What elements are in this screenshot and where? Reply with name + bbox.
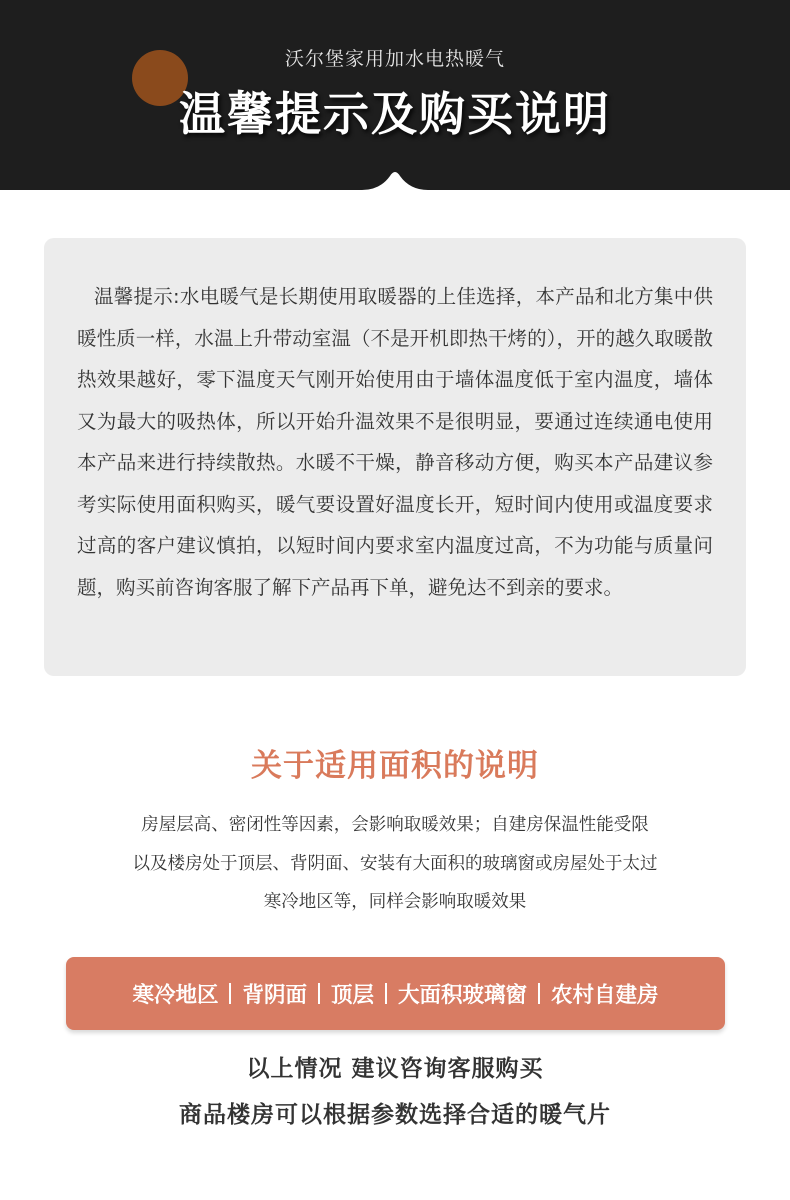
area-description-line: 房屋层高、密闭性等因素，会影响取暖效果；自建房保温性能受限 <box>141 815 649 835</box>
tag-large-windows: 大面积玻璃窗 <box>398 983 528 1008</box>
page-title: 温馨提示及购买说明 <box>179 87 611 141</box>
tag-separator <box>385 983 387 1004</box>
area-description <box>80 806 710 922</box>
tag-separator <box>229 983 231 1004</box>
header-subtitle: 沃尔堡家用加水电热暖气 <box>284 48 505 70</box>
tag-shaded-side: 背阴面 <box>242 983 307 1008</box>
area-description-line: 以及楼房处于顶层、背阴面、安装有大面积的玻璃窗或房屋处于太过 <box>132 853 658 874</box>
condition-tag-bar <box>66 957 725 1030</box>
header-notch-shape <box>362 168 428 192</box>
area-description-line: 寒冷地区等，同样会影响取暖效果 <box>263 892 527 912</box>
tag-separator <box>318 983 320 1004</box>
tag-top-floor: 顶层 <box>330 983 374 1008</box>
tag-separator <box>538 983 540 1004</box>
tag-rural-house: 农村自建房 <box>551 983 659 1008</box>
area-section-title: 关于适用面积的说明 <box>251 748 539 784</box>
notice-text: 温馨提示:水电暖气是长期使用取暖器的上佳选择，本产品和北方集中供暖性质一样，水温上升带动室温（不是开机即热干烤的），开的越久取暖散热效果越好，零下温度天气刚开始使用由于墙体温度低于室内温度，墙体又为最大的吸热体，所以开始升温效果不是很明显，要通过连续通电使用本产品来进行持续散热。水暖不干燥，静音移动方便，购买本产品建议参考实际使用面积购买，暖气要设置好温度长开，短时间内使用或温度要求过高的客户建议慎拍，以短时间内要求室内温度过高，不为功能与质量问题，购买前咨询客服了解下产品再下单，避免达不到亲的要求。 <box>77 285 713 599</box>
notice-card <box>44 238 746 676</box>
footer-advice-line: 以上情况 建议咨询客服购买 <box>246 1056 544 1082</box>
tag-cold-region: 寒冷地区 <box>132 983 219 1008</box>
header-banner <box>0 0 790 190</box>
footer-advice-line-2: 商品楼房可以根据参数选择合适的暖气片 <box>179 1102 611 1128</box>
